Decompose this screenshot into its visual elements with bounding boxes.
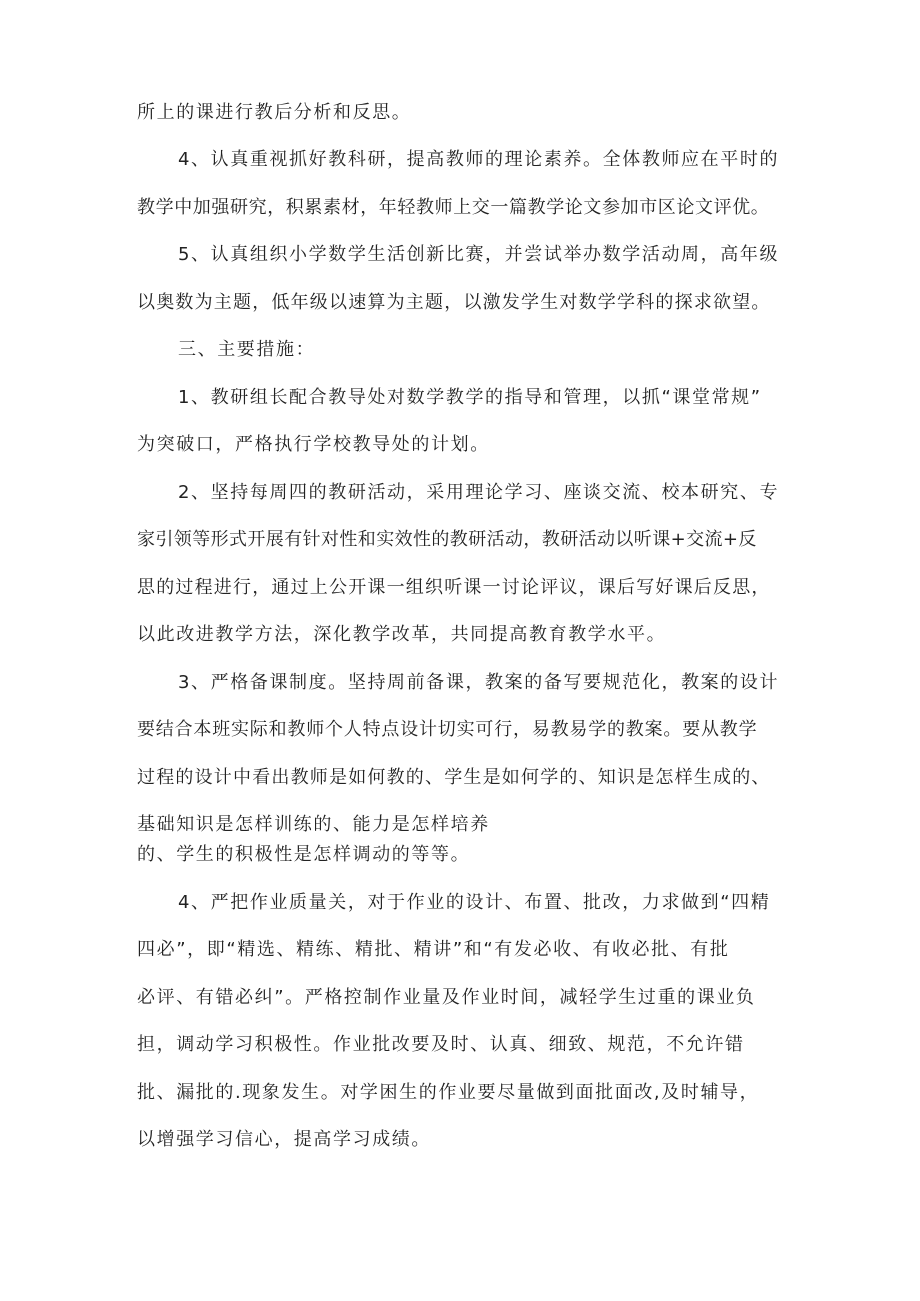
text-line: 批、漏批的.现象发生。对学困生的作业要尽量做到面批面改,及时辅导， (137, 1082, 760, 1103)
text-line: 基础知识是怎样训练的、能力是怎样培养 (137, 814, 490, 835)
text-line: 思的过程进行，通过上公开课一组织听课一讨论评议，课后写好课后反思， (137, 577, 771, 598)
text-line: 过程的设计中看出教师是如何教的、学生是如何学的、知识是怎样生成的、 (137, 767, 771, 788)
text-line: 4、认真重视抓好教科研，提高教师的理论素养。全体教师应在平时的 (178, 149, 780, 170)
text-line: 为突破口，严格执行学校教导处的计划。 (137, 434, 490, 455)
text-line: 要结合本班实际和教师个人特点设计切实可行，易教易学的教案。要从教学 (137, 719, 758, 740)
text-line: 教学中加强研究，积累素材，年轻教师上交一篇教学论文参加市区论文评优。 (137, 197, 770, 218)
text-line: 2、坚持每周四的教研活动，采用理论学习、座谈交流、校本研究、专 (178, 482, 780, 503)
text-line: 以增强学习信心，提高学习成绩。 (137, 1129, 431, 1150)
text-line: 的、学生的积极性是怎样调动的等等。 (137, 844, 471, 865)
text-line: 3、严格备课制度。坚持周前备课，教案的备写要规范化，教案的设计 (178, 672, 780, 693)
text-line: 必评、有错必纠”。严格控制作业量及作业时间，减轻学生过重的课业负 (137, 987, 756, 1008)
text-line: 4、严把作业质量关，对于作业的设计、布置、批改，力求做到“四精 (178, 892, 771, 913)
section-heading: 三、主要措施： (178, 339, 316, 360)
text-line: 所上的课进行教后分析和反思。 (137, 102, 412, 123)
text-line: 1、教研组长配合教导处对数学教学的指导和管理，以抓“课堂常规” (178, 387, 762, 408)
text-line: 四必”，即“精选、精练、精批、精讲”和“有发必收、有收必批、有批 (137, 939, 730, 960)
text-line: 以此改进教学方法，深化教学改革，共同提高教育教学水平。 (137, 624, 667, 645)
text-line: 家引领等形式开展有针对性和实效性的教研活动，教研活动以听课+交流+反 (137, 529, 757, 550)
text-line: 担，调动学习积极性。作业批改要及时、认真、细致、规范，不允许错 (137, 1034, 745, 1055)
text-line: 5、认真组织小学数学生活创新比赛，并尝试举办数学活动周，高年级 (178, 244, 780, 265)
text-line: 以奥数为主题，低年级以速算为主题，以激发学生对数学学科的探求欲望。 (137, 292, 771, 313)
